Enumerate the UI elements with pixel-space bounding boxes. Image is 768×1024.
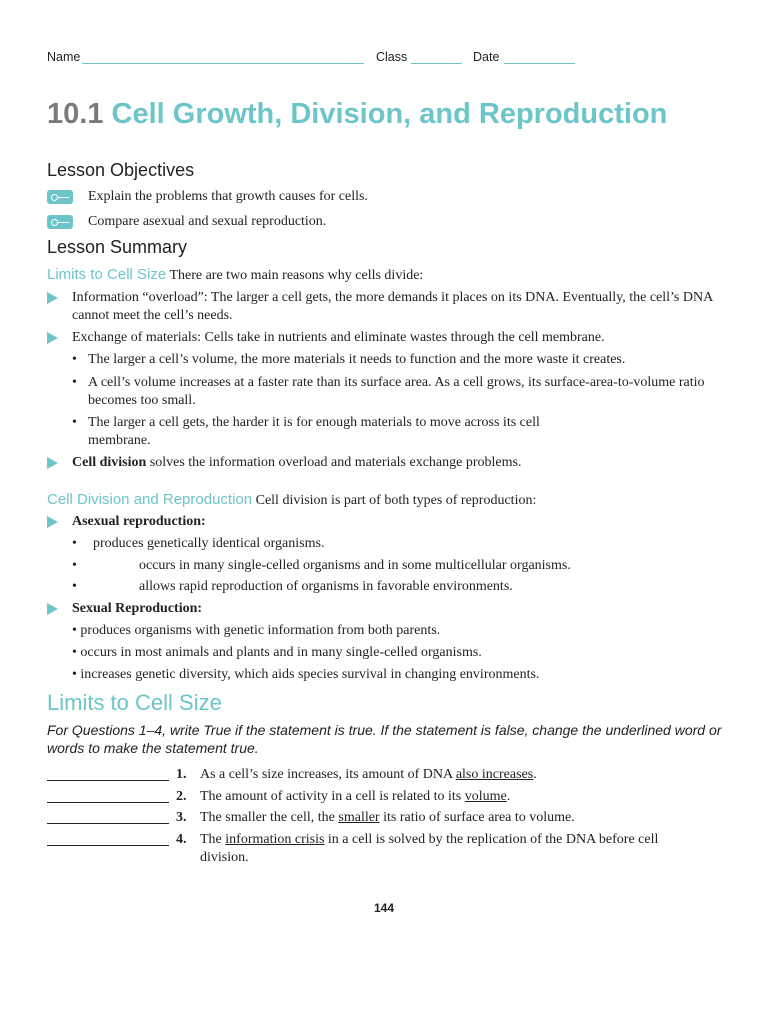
bullet-item: Cell division solves the information overload and materials exchange problems. bbox=[47, 454, 737, 472]
class-field[interactable] bbox=[411, 63, 462, 64]
bullet-item: Exchange of materials: Cells take in nutrients and eliminate wastes through the cell membrane. bbox=[47, 329, 737, 347]
triangle-bullet-icon bbox=[47, 332, 58, 344]
bullet-item: Information “overload”: The larger a cell gets, the more demands it places on its DNA. Eventually, the cell’s DNA cannot meet the cell’s needs. bbox=[47, 289, 737, 325]
limits-lead: Limits to Cell Size bbox=[47, 266, 167, 283]
summary-heading: Lesson Summary bbox=[47, 237, 188, 257]
questions-instructions: For Questions 1–4, write True if the statement is true. If the statement is false, change the underlined word or words to make the statement true. bbox=[47, 722, 722, 756]
sub-bullet: • The larger a cell’s volume, the more materials it needs to function and the more waste it creates. bbox=[72, 352, 626, 367]
questions-heading: Limits to Cell Size bbox=[47, 690, 222, 715]
sub-bullet: • A cell’s volume increases at a faster rate than its surface area. As a cell grows, its surface-area-to-volume ratio becomes too small. bbox=[72, 375, 705, 408]
lesson-number: 10.1 bbox=[47, 98, 104, 130]
bullet-item: Sexual Reproduction: bbox=[47, 600, 737, 618]
bullet-item: Asexual reproduction: bbox=[47, 513, 737, 531]
page-number: 144 bbox=[373, 901, 395, 915]
sexual-item: • increases genetic diversity, which aids species survival in changing environments. bbox=[72, 667, 540, 682]
division-intro: Cell Division and Reproduction Cell division is part of both types of reproduction: bbox=[47, 491, 537, 508]
class-label: Class bbox=[376, 50, 408, 64]
division-lead: Cell Division and Reproduction bbox=[47, 491, 253, 508]
name-field[interactable] bbox=[82, 63, 364, 64]
lesson-title: Cell Growth, Division, and Reproduction bbox=[111, 98, 668, 130]
date-label: Date bbox=[473, 50, 500, 64]
triangle-bullet-icon bbox=[47, 292, 58, 304]
triangle-bullet-icon bbox=[47, 457, 58, 469]
triangle-bullet-icon bbox=[47, 603, 58, 615]
key-icon bbox=[47, 215, 73, 229]
name-label: Name bbox=[47, 50, 81, 64]
page-title bbox=[47, 98, 667, 131]
date-field[interactable] bbox=[504, 63, 575, 64]
answer-blank[interactable] bbox=[47, 802, 169, 803]
sexual-item: • occurs in most animals and plants and in many single-celled organisms. bbox=[72, 645, 482, 660]
answer-blank[interactable] bbox=[47, 780, 169, 781]
triangle-bullet-icon bbox=[47, 516, 58, 528]
sub-bullet: • The larger a cell gets, the harder it is for enough materials to move across its cell membrane. bbox=[72, 415, 540, 448]
key-icon bbox=[47, 190, 73, 204]
sexual-item: • produces organisms with genetic information from both parents. bbox=[72, 623, 441, 638]
answer-blank[interactable] bbox=[47, 823, 169, 824]
limits-intro: Limits to Cell Size There are two main reasons why cells divide: bbox=[47, 266, 424, 283]
answer-blank[interactable] bbox=[47, 845, 169, 846]
objectives-heading: Lesson Objectives bbox=[47, 160, 195, 180]
